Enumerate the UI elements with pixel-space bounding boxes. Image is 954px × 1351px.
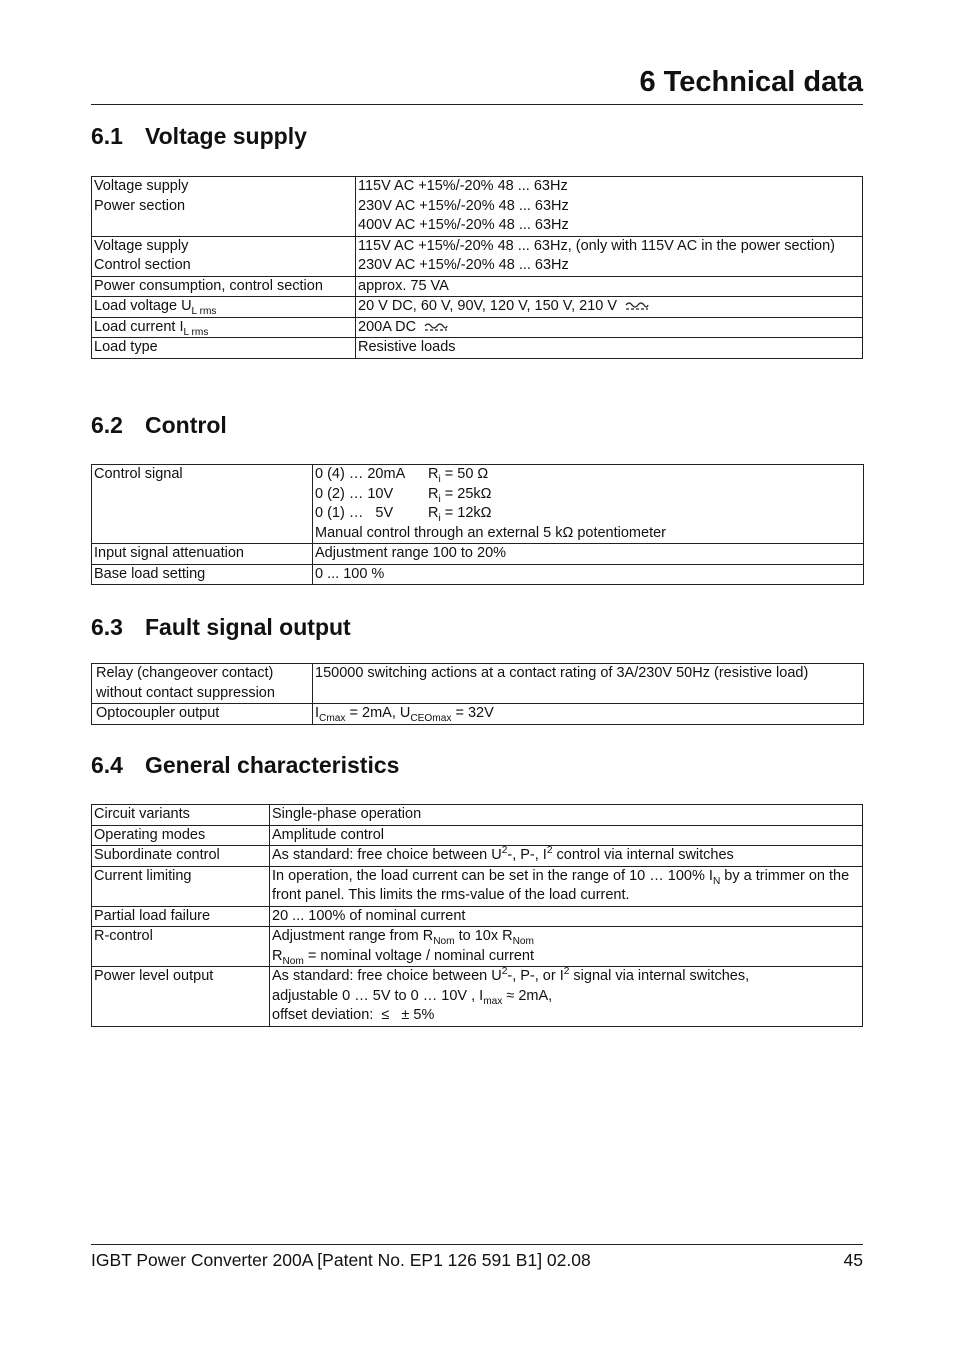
row-value <box>270 967 863 1027</box>
signal-r-value: = 12kΩ <box>440 505 492 521</box>
row-value <box>270 846 863 867</box>
value-text: 200A DC <box>358 318 417 335</box>
table-row <box>92 866 863 906</box>
signal-r: R <box>428 466 439 482</box>
table-row <box>92 564 864 585</box>
value-subscript: Nom <box>433 935 455 947</box>
section-heading: Voltage supply <box>145 123 307 149</box>
row-value <box>356 236 863 276</box>
value-line <box>272 987 860 1007</box>
section-number: 6.2 <box>91 412 123 438</box>
value-subscript: Cmax <box>319 712 346 724</box>
value-part: control via internal switches <box>552 847 734 863</box>
table-row <box>92 967 863 1027</box>
row-label: Circuit variants <box>92 805 270 826</box>
value-line: 115V AC +15%/-20% 48 ... 63Hz, (only with 115V AC in the power section) <box>358 237 836 254</box>
table-row <box>92 177 863 237</box>
row-value <box>356 177 863 237</box>
row-value <box>270 866 863 906</box>
row-label: Current limiting <box>92 866 270 906</box>
label-line: Voltage supply <box>94 178 189 194</box>
footer-rule <box>91 1244 863 1245</box>
row-label: R-control <box>92 927 270 967</box>
value-line <box>272 947 860 967</box>
header-rule <box>91 104 863 105</box>
signal-r: R <box>428 485 439 502</box>
row-label: Operating modes <box>92 825 270 846</box>
section-number: 6.4 <box>91 752 123 778</box>
table-row <box>92 704 864 725</box>
control-table <box>91 464 864 585</box>
value-part: to 10x R <box>454 928 513 944</box>
label-main: Load current I <box>94 318 184 335</box>
table-row <box>92 297 863 318</box>
value-superscript: 2 <box>563 966 570 978</box>
value-part: = 32V <box>451 705 494 721</box>
value-line: 230V AC +15%/-20% 48 ... 63Hz <box>358 257 569 273</box>
value-part: adjustable 0 … 5V to 0 … 10V , I <box>272 987 484 1004</box>
table-row <box>92 236 863 276</box>
fault-signal-table <box>91 663 864 725</box>
signal-r-subscript: i <box>438 512 441 524</box>
table-row <box>92 846 863 867</box>
row-label: Input signal attenuation <box>92 544 313 565</box>
table-row <box>92 338 863 359</box>
row-label: Power level output <box>92 967 270 1027</box>
signal-r: R <box>428 505 439 521</box>
row-label <box>92 236 356 276</box>
row-label <box>92 317 356 338</box>
signal-r-subscript: i <box>438 493 441 505</box>
row-label <box>92 297 356 318</box>
section-heading: Control <box>145 412 227 438</box>
signal-r-subscript: i <box>438 473 441 485</box>
table-row <box>92 927 863 967</box>
value-line: 230V AC +15%/-20% 48 ... 63Hz <box>358 197 569 214</box>
label-line: without contact suppression <box>96 684 275 701</box>
row-value <box>356 297 863 318</box>
value-part: In operation, the load current can be set in the range of 10 … 100% I <box>272 867 713 884</box>
value-part: = nominal voltage / nominal current <box>303 947 534 964</box>
row-value: Single-phase operation <box>270 805 863 826</box>
value-part: ≈ 2mA, <box>502 987 553 1004</box>
row-value: approx. 75 VA <box>356 276 863 297</box>
label-line: Relay (changeover contact) <box>96 665 274 681</box>
chapter-title: 6 Technical data <box>639 66 863 98</box>
value-superscript: 2 <box>501 845 508 857</box>
label-subscript: L rms <box>183 326 209 338</box>
row-label: Load type <box>92 338 356 359</box>
row-label: Subordinate control <box>92 846 270 867</box>
signal-line <box>315 485 861 505</box>
signal-range: 0 (1) … 5V <box>315 505 394 521</box>
section-title-fault-signal-output <box>91 614 351 641</box>
row-value: Adjustment range 100 to 20% <box>313 544 864 565</box>
table-row <box>92 317 863 338</box>
value-subscript: CEOmax <box>410 712 452 724</box>
signal-r-value: = 50 Ω <box>440 466 489 482</box>
signal-line <box>315 504 861 524</box>
value-part: = 2mA, U <box>345 705 411 721</box>
section-title-voltage-supply <box>91 123 307 150</box>
row-value <box>313 704 864 725</box>
value-subscript: max <box>483 995 503 1007</box>
row-label: Optocoupler output <box>92 704 313 725</box>
table-row <box>92 906 863 927</box>
table-row <box>92 276 863 297</box>
value-part: -, P-, or I <box>507 968 564 984</box>
row-label: Base load setting <box>92 564 313 585</box>
section-number: 6.1 <box>91 123 123 149</box>
signal-range: 0 (2) … 10V <box>315 485 394 502</box>
section-title-general-characteristics <box>91 752 399 779</box>
value-superscript: 2 <box>546 845 553 857</box>
value-part: signal via internal switches, <box>569 968 750 984</box>
label-line: Control section <box>94 257 191 273</box>
section-number: 6.3 <box>91 614 123 640</box>
section-title-control <box>91 412 227 439</box>
table-row <box>92 465 864 544</box>
value-subscript: Nom <box>512 935 534 947</box>
value-line: 400V AC +15%/-20% 48 ... 63Hz <box>358 217 569 233</box>
value-line: offset deviation: ≤ ± 5% <box>272 1007 435 1023</box>
signal-range: 0 (4) … 20mA <box>315 466 406 482</box>
label-line: Power section <box>94 197 186 214</box>
footer-text: IGBT Power Converter 200A [Patent No. EP1 126 591 B1] 02.08 <box>91 1250 591 1270</box>
row-value: 150000 switching actions at a contact rating of 3A/230V 50Hz (resistive load) <box>313 664 864 704</box>
row-value <box>270 927 863 967</box>
value-subscript: Nom <box>282 955 304 967</box>
value-text: 20 V DC, 60 V, 90V, 120 V, 150 V, 210 V <box>358 298 618 314</box>
row-label: Control signal <box>92 465 313 544</box>
value-part: As standard: free choice between U <box>272 847 502 863</box>
table-row <box>92 825 863 846</box>
value-part: I <box>315 705 320 721</box>
value-part: As standard: free choice between U <box>272 968 502 984</box>
ac-dc-icon <box>424 322 448 332</box>
value-line: 115V AC +15%/-20% 48 ... 63Hz <box>358 178 568 194</box>
row-value <box>313 465 864 544</box>
row-value: 20 ... 100% of nominal current <box>270 906 863 927</box>
row-label: Partial load failure <box>92 906 270 927</box>
label-main: Load voltage U <box>94 298 192 314</box>
manual-control-note: Manual control through an external 5 kΩ potentiometer <box>315 524 666 541</box>
page-number: 45 <box>843 1250 863 1270</box>
section-heading: Fault signal output <box>145 614 351 640</box>
signal-line <box>315 465 861 485</box>
general-characteristics-table <box>91 804 863 1027</box>
signal-r-value: = 25kΩ <box>440 485 492 502</box>
ac-dc-icon <box>625 301 649 311</box>
value-superscript: 2 <box>501 966 508 978</box>
row-value <box>356 317 863 338</box>
row-label <box>92 664 313 704</box>
value-part: -, P-, I <box>507 847 547 863</box>
row-value: Resistive loads <box>356 338 863 359</box>
table-row <box>92 805 863 826</box>
section-heading: General characteristics <box>145 752 400 778</box>
table-row <box>92 544 864 565</box>
value-part: by a trimmer on the front panel. This limits the rms-value of the load current. <box>272 867 850 903</box>
table-row <box>92 664 864 704</box>
value-line <box>272 927 860 947</box>
label-subscript: L rms <box>191 305 217 317</box>
value-subscript: N <box>712 875 721 887</box>
value-part: Adjustment range from R <box>272 928 434 944</box>
value-part: R <box>272 947 283 964</box>
row-label <box>92 177 356 237</box>
value-line <box>272 967 860 987</box>
label-line: Voltage supply <box>94 237 189 254</box>
voltage-supply-table <box>91 176 863 359</box>
row-label: Power consumption, control section <box>92 276 356 297</box>
row-value: Amplitude control <box>270 825 863 846</box>
row-value: 0 ... 100 % <box>313 564 864 585</box>
